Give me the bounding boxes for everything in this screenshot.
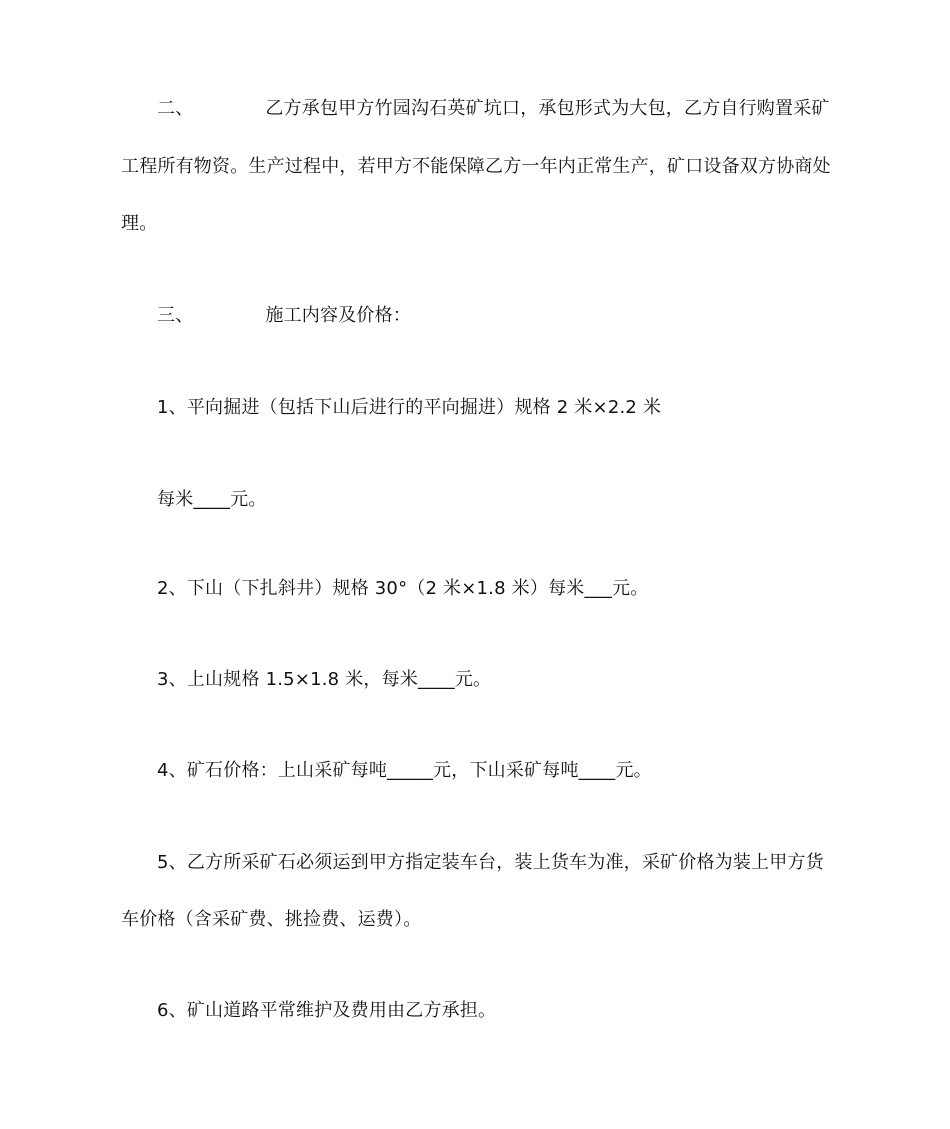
item-5-line-2: 车价格（含采矿费、挑捡费、运费）。 bbox=[121, 909, 422, 930]
section-2-text: 乙方承包甲方竹园沟石英矿坑口，承包形式为大包，乙方自行购置采矿 bbox=[265, 98, 830, 119]
section-3-number: 三、 bbox=[157, 305, 194, 326]
section-3-heading: 施工内容及价格： bbox=[265, 305, 412, 326]
section-2-line-3: 理。 bbox=[121, 213, 158, 234]
section-2-line-2: 工程所有物资。生产过程中，若甲方不能保障乙方一年内正常生产，矿口设备双方协商处 bbox=[121, 156, 831, 177]
item-1-line-2: 每米____元。 bbox=[157, 489, 267, 510]
item-6-line-1: 6、矿山道路平常维护及费用由乙方承担。 bbox=[157, 1000, 497, 1021]
item-4-line-1: 4、矿石价格：上山采矿每吨_____元，下山采矿每吨____元。 bbox=[157, 760, 652, 781]
item-2-line-1: 2、下山（下扎斜井）规格 30°（2 米×1.8 米）每米___元。 bbox=[157, 578, 649, 599]
item-5-line-1: 5、乙方所采矿石必须运到甲方指定装车台，装上货车为准，采矿价格为装上甲方货 bbox=[157, 852, 824, 873]
item-3-line-1: 3、上山规格 1.5×1.8 米，每米____元。 bbox=[157, 669, 492, 690]
item-1-line-1: 1、平向掘进（包括下山后进行的平向掘进）规格 2 米×2.2 米 bbox=[157, 397, 662, 418]
section-2-line-1 bbox=[157, 97, 830, 121]
section-3-heading-line bbox=[157, 304, 411, 328]
section-2-number: 二、 bbox=[157, 98, 194, 119]
